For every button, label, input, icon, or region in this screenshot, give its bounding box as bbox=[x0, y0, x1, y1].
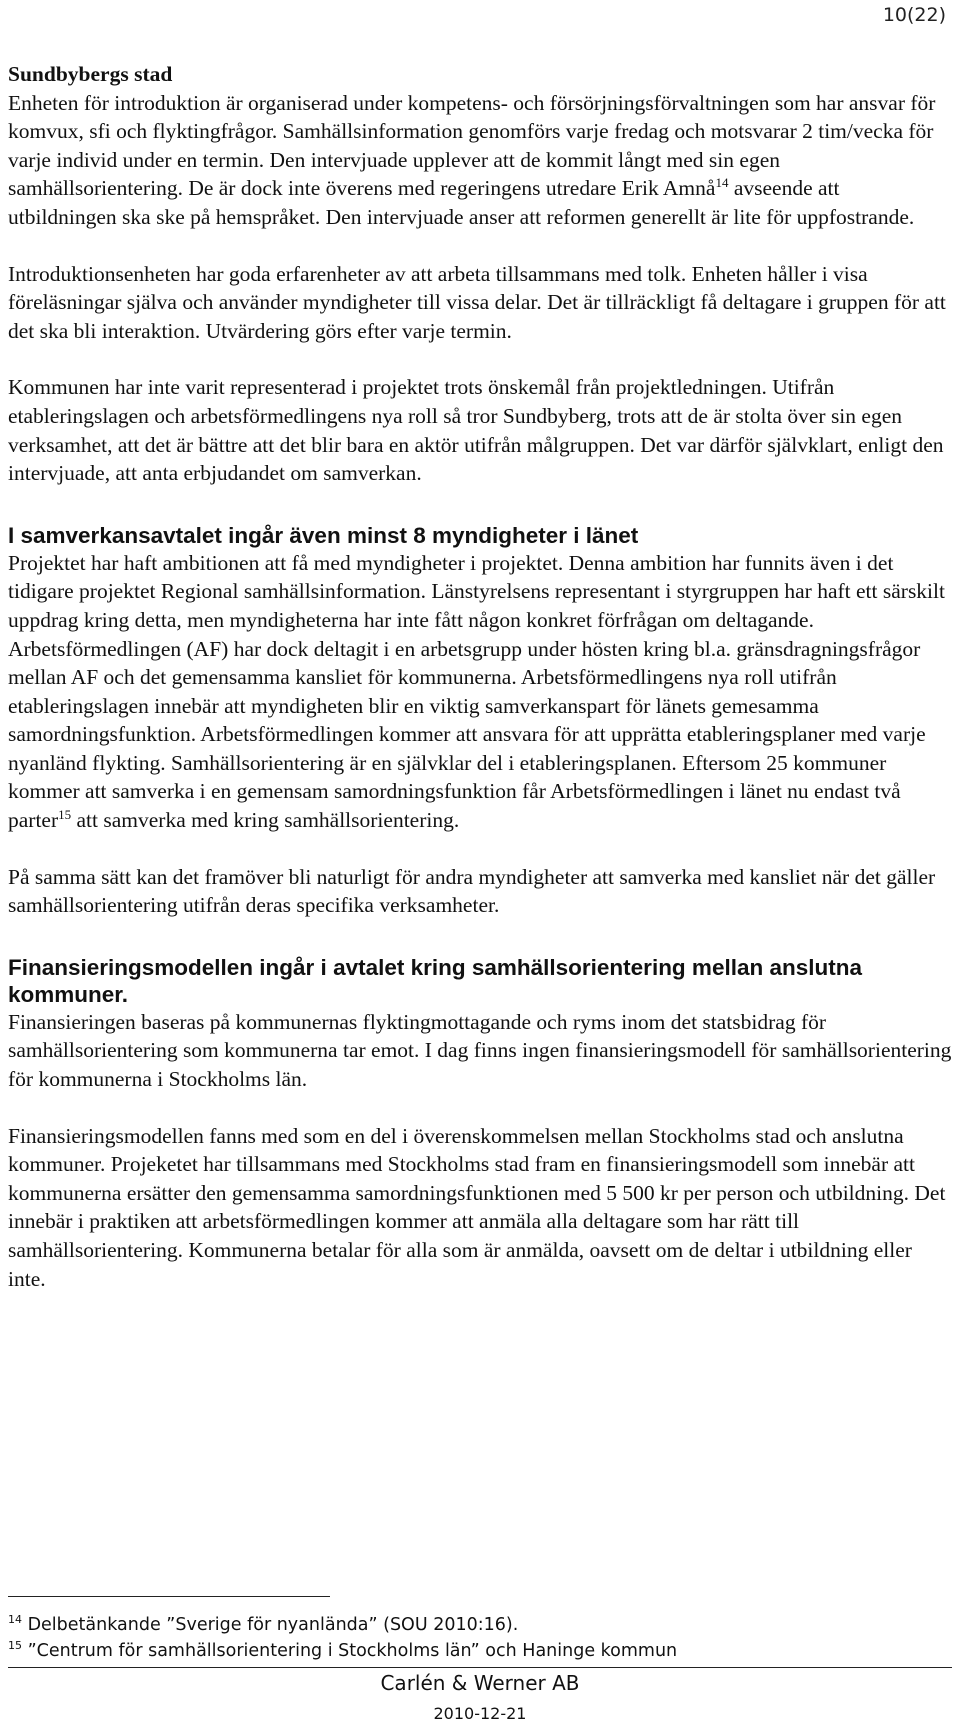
paragraph-text: Enheten för introduktion är organiserad under kompetens- och försörjningsförvaltningen som har ansvar för komvux, sfi och flyktingfrågor. Samhällsinformation genomförs varje fredag och motsvarar 2 tim/vecka för varje individ under en termin. Den intervjuade upplever att de kommit långt med sin egen samhällsorientering. De är dock inte överens med regeringens utredare Erik Amnå bbox=[8, 90, 936, 201]
section-heading-finansiering: Finansieringsmodellen ingår i avtalet kring samhällsorientering mellan anslutna kommuner. bbox=[8, 954, 862, 1007]
paragraph bbox=[8, 89, 952, 232]
footnote-number: 15 bbox=[8, 1639, 22, 1653]
paragraph-text: att samverka med kring samhällsorientering. bbox=[71, 808, 460, 833]
section-heading-myndigheter: I samverkansavtalet ingår även minst 8 myndigheter i länet bbox=[8, 522, 639, 548]
paragraph-text: Projektet har haft ambitionen att få med myndigheter i projektet. Denna ambition har funnits även i det tidigare projektet Regional samhällsinformation. Länstyrelsens representant i styrgruppen har haft ett särskilt uppdrag kring detta, men myndigheterna har inte fått någon konkret förfrågan om deltagande. Arbetsförmedlingen (AF) har dock deltagit i en arbetsgrupp under hösten kring bl.a. gränsdragningsfrågor mellan AF och det gemensamma kansliet för kommunerna. Arbetsförmedlingens nya roll utifrån etableringslagen innebär att myndigheten blir en viktig samverkanspart för länets gemesamma samordningsfunktion. Arbetsförmedlingen kommer att ansvara för att upprätta etableringsplaner med varje nyanländ flykting. Samhällsorientering är en självklar del i etableringsplanen. Eftersom 25 kommuner kommer att samverka i en gemensam samordningsfunktion får Arbetsförmedlingen i länet nu endast två parter bbox=[8, 550, 945, 833]
footnote-ref-14[interactable]: 14 bbox=[715, 175, 729, 191]
paragraph: Finansieringsmodellen fanns med som en del i överenskommelsen mellan Stockholms stad och anslutna kommuner. Projeketet har tillsammans med Stockholms stad fram en finansieringsmodell som innebär att kommunerna ersätter den gemensamma samordningsfunktionen med 5 500 kr per person och utbildning. Det innebär i praktiken att arbetsförmedlingen kommer att anmäla alla deltagare som har rätt till samhällsorientering. Kommunerna betalar för alla som är anmälda, oavsett om de deltar i utbildning eller inte. bbox=[8, 1123, 946, 1291]
page-number: 10(22) bbox=[882, 4, 946, 26]
footnote-14 bbox=[8, 1612, 677, 1638]
footnote-divider bbox=[8, 1596, 330, 1597]
section-myndigheter bbox=[8, 522, 952, 920]
paragraph: Introduktionsenheten har goda erfarenheter av att arbeta tillsammans med tolk. Enheten håller i visa föreläsningar själva och använder myndigheter till vissa delar. Det är tillräckligt få deltagare i gruppen för att det ska bli interaktion. Utvärdering görs efter varje termin. bbox=[8, 261, 946, 343]
section-sundbyberg bbox=[8, 60, 952, 488]
footnotes bbox=[8, 1612, 677, 1664]
section-finansiering bbox=[8, 954, 952, 1293]
footnote-text: ”Centrum för samhällsorientering i Stockholms län” och Haninge kommun bbox=[22, 1641, 678, 1661]
paragraph bbox=[8, 549, 952, 835]
paragraph: Finansieringen baseras på kommunernas flyktingmottagande och ryms inom det statsbidrag för samhällsorientering som kommunerna tar emot. I dag finns ingen finansieringsmodell för samhällsorientering för kommunerna i Stockholms län. bbox=[8, 1009, 952, 1092]
section-title-sundbyberg: Sundbybergs stad bbox=[8, 62, 173, 86]
footnote-15 bbox=[8, 1638, 677, 1664]
footer-date: 2010-12-21 bbox=[433, 1704, 527, 1723]
paragraph: Kommunen har inte varit representerad i projektet trots önskemål från projektledningen. Utifrån etableringslagen och arbetsförmedlingens nya roll så tror Sundbyberg, trots att de är stolta över sin egen verksamhet, att det är bättre att det blir bara en aktör utifrån målgruppen. Det var därför självklart, enligt den intervjuade, att anta erbjudandet om samverkan. bbox=[8, 375, 944, 486]
paragraph: På samma sätt kan det framöver bli naturligt för andra myndigheter att samverka med kansliet när det gäller samhällsorientering utifrån deras specifika verksamheter. bbox=[8, 864, 936, 918]
footnote-number: 14 bbox=[8, 1613, 22, 1627]
footnote-ref-15[interactable]: 15 bbox=[58, 806, 72, 822]
footer-company: Carlén & Werner AB bbox=[380, 1671, 580, 1695]
footnote-text: Delbetänkande ”Sverige för nyanlända” (SOU 2010:16). bbox=[22, 1615, 519, 1635]
footer-divider bbox=[8, 1667, 952, 1668]
paragraph-text: avseende att utbildningen ska ske på hemspråket. Den intervjuade anser att reformen generellt är lite för uppfostrande. bbox=[8, 176, 915, 229]
document-body bbox=[8, 60, 952, 1293]
